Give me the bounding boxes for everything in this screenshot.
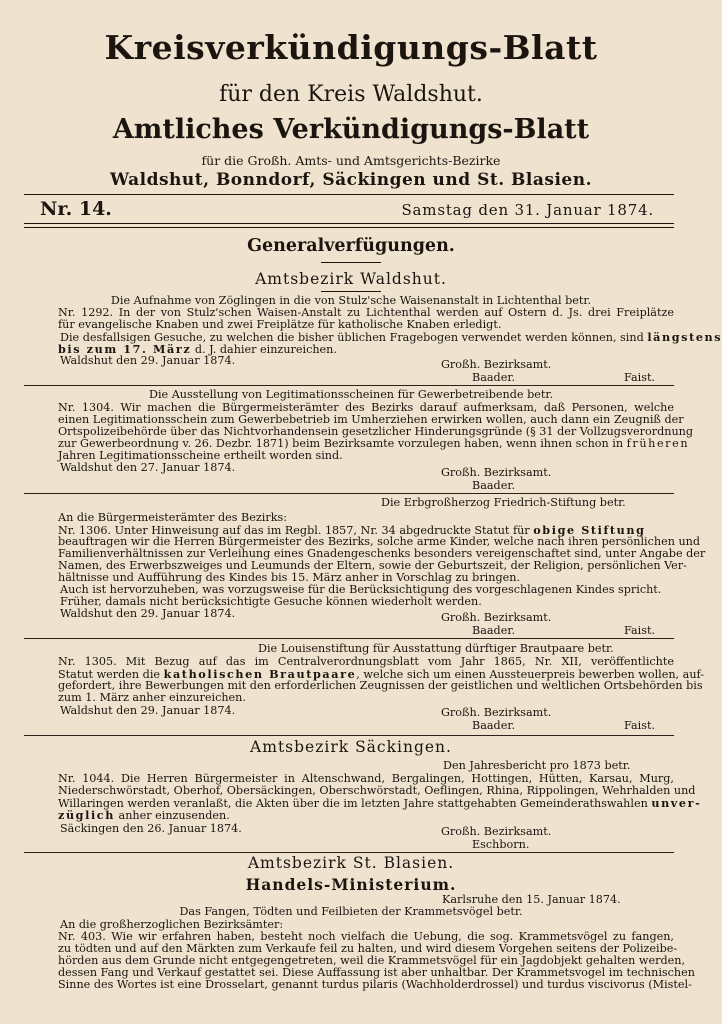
notice-1292-signature-2: Faist. xyxy=(624,371,656,384)
ministry-heading: Handels-Ministerium. xyxy=(245,875,457,894)
notice-1306-subject: Die Erbgroßherzog Friedrich-Stiftung betr. xyxy=(381,496,626,509)
notice-403-line-5: Sinne des Wortes ist eine Drosselart, genannt turdus pilaris (Wachholderdrossel) und turdus viscivorus (Mistel- xyxy=(58,978,692,991)
notice-1306-line-2: beauftragen wir die Herren Bürgermeister des Bezirks, solche arme Kinder, welche nach ihren persönlichen und xyxy=(58,535,701,548)
notice-1305-subject: Die Louisenstiftung für Ausstattung dürftiger Brautpaare betr. xyxy=(258,642,614,655)
notice-1044-line-3: Willaringen werden veranlaßt, die Akten über die im letzten Jahre stattgehabten Gemeinderathswahlen unver- xyxy=(58,796,702,810)
district-heading-saeckingen: Amtsbezirk Säckingen. xyxy=(250,738,452,756)
notice-1292-line-4: bis zum 17. März d. J. dahier einzureichen. xyxy=(58,342,337,356)
notice-1292-place: Waldshut den 29. Januar 1874. xyxy=(60,354,236,367)
notice-1304-line-5: Jahren Legitimationsscheine ertheilt worden sind. xyxy=(58,449,343,462)
notice-1305-line-1: Nr. 1305. Mit Bezug auf das im Centralverordnungsblatt vom Jahr 1865, Nr. XII, veröffentlichte xyxy=(58,655,674,668)
notice-403-line-3: hörden aus dem Grunde nicht entgegengetreten, weil die Krammetsvögel für ein Jagdobjekt gehalten werden, xyxy=(58,954,686,967)
masthead-title: Kreisverkündigungs-Blatt xyxy=(104,28,598,67)
notice-1306-address: An die Bürgermeisterämter des Bezirks: xyxy=(58,511,288,524)
masthead-rule-bottom xyxy=(24,223,674,224)
notice-1305-line-4: zum 1. März anher einzureichen. xyxy=(58,691,246,704)
notice-1306-signature-2: Faist. xyxy=(624,624,656,637)
notice-1306-signature-1: Baader. xyxy=(472,624,516,637)
notice-1292-line-3: Die desfallsigen Gesuche, zu welchen die bisher üblichen Fragebogen verwendet werden können, sind längstens xyxy=(60,330,722,344)
notice-403-line-2: zu tödten und auf den Märkten zum Verkaufe feil zu halten, und wird diesem Vorgehen seitens der Polizeibe- xyxy=(58,942,678,955)
notice-1306-line-3: Familienverhältnissen zur Verleihung eines Gnadengeschenks besonders vereigenschaftet sind, unter Angabe der xyxy=(58,547,706,560)
notice-1304-line-4: zur Gewerbeordnung v. 26. Dezbr. 1871) beim Bezirksamte vorzulegen haben, wenn ihnen schon in früheren xyxy=(58,437,690,450)
separator xyxy=(24,638,674,639)
notice-1306-office: Großh. Bezirksamt. xyxy=(441,611,552,624)
notice-1304-place: Waldshut den 27. Januar 1874. xyxy=(60,461,236,474)
notice-403-line-1: Nr. 403. Wie wir erfahren haben, besteht noch vielfach die Uebung, die sog. Krammetsvögel zu fangen, xyxy=(58,930,674,943)
notice-1044-line-1: Nr. 1044. Die Herren Bürgermeister in Altenschwand, Bergalingen, Hottingen, Hütten, Karsau, Murg, xyxy=(58,772,674,785)
notice-1305-signature-2: Faist. xyxy=(624,719,656,732)
notice-1044-subject: Den Jahresbericht pro 1873 betr. xyxy=(443,759,631,772)
notice-1044-signature-1: Eschborn. xyxy=(472,838,530,851)
district-heading-waldshut: Amtsbezirk Waldshut. xyxy=(255,270,447,288)
separator xyxy=(24,385,674,386)
notice-403-line-4: dessen Fang und Verkauf gestattet sei. Diese Auffassung ist aber unhaltbar. Der Krammetsvogel im technischen xyxy=(58,966,695,979)
notice-1292-line-2: für evangelische Knaben und zwei Freiplätze für katholische Knaben erledigt. xyxy=(58,318,502,331)
notice-1304-line-3: Ortspolizeibehörde über das Nichtvorhandensein gesetzlicher Hinderungsgründe (§ 31 der Vollzugsverordnung xyxy=(58,425,694,438)
notice-1306-line-5: hältnisse und Aufführung des Kindes bis 15. März anher in Vorschlag zu bringen. xyxy=(58,571,520,584)
district-rule-waldshut xyxy=(321,291,381,292)
district-heading-blasien: Amtsbezirk St. Blasien. xyxy=(247,854,455,872)
notice-1304-line-2: einen Legitimationsschein zum Gewerbebetrieb im Umherziehen erwirken wollen, auch dann ein Zeugniß der xyxy=(58,413,684,426)
section-title: Generalverfügungen. xyxy=(247,236,455,256)
notice-1292-subject: Die Aufnahme von Zöglingen in die von Stulz'sche Waisenanstalt in Lichtenthal betr. xyxy=(110,294,592,307)
notice-1306-line-7: Früher, damals nicht berücksichtigte Gesuche können wiederholt werden. xyxy=(60,595,482,608)
notice-1306-line-6: Auch ist hervorzuheben, was vorzugsweise für die Berücksichtigung des vorgeschlagenen Kindes spricht. xyxy=(60,583,662,596)
notice-1304-signature-1: Baader. xyxy=(472,479,516,492)
separator xyxy=(24,493,674,494)
notice-1305-place: Waldshut den 29. Januar 1874. xyxy=(60,704,236,717)
notice-403-subject: Das Fangen, Tödten und Feilbieten der Krammetsvögel betr. xyxy=(179,905,523,918)
notice-1304-subject: Die Ausstellung von Legitimationsscheinen für Gewerbetreibende betr. xyxy=(148,388,554,401)
notice-1292-signature-1: Baader. xyxy=(472,371,516,384)
notice-1304-line-1: Nr. 1304. Wir machen die Bürgermeisterämter des Bezirks darauf aufmerksam, daß Personen, welche xyxy=(58,401,674,414)
notice-1306-line-4: Namen, des Erwerbszweiges und Leumunds der Eltern, sowie der Geburtszeit, der Religion, persönlichen Ver- xyxy=(58,559,687,572)
separator xyxy=(24,852,674,853)
notice-1292-office: Großh. Bezirksamt. xyxy=(441,358,552,371)
notice-1305-line-2: Statut werden die katholischen Brautpaare, welche sich um einen Aussteuerpreis bewerben wollen, auf- xyxy=(58,667,705,681)
masthead-subtitle: für den Kreis Waldshut. xyxy=(219,82,483,107)
notice-1044-office: Großh. Bezirksamt. xyxy=(441,825,552,838)
masthead-districts: Waldshut, Bonndorf, Säckingen und St. Blasien. xyxy=(109,170,593,190)
notice-1044-place: Säckingen den 26. Januar 1874. xyxy=(60,822,242,835)
section-title-rule xyxy=(321,262,381,263)
notice-1306-place: Waldshut den 29. Januar 1874. xyxy=(60,607,236,620)
notice-1306-line-1: Nr. 1306. Unter Hinweisung auf das im Regbl. 1857, Nr. 34 abgedruckte Statut für obige Stiftung xyxy=(58,523,646,537)
masthead-rule-bottom-2 xyxy=(24,227,674,228)
notice-1044-line-2: Niederschwörstadt, Oberhof, Obersäckingen, Oberschwörstadt, Oeflingen, Rhina, Rippolingen, Wehrhalden und xyxy=(58,784,696,797)
masthead-districts-intro: für die Großh. Amts- und Amtsgerichts-Bezirke xyxy=(201,153,501,168)
masthead-rule-top xyxy=(24,194,674,195)
notice-1305-line-3: gefordert, ihre Bewerbungen mit den erforderlichen Zeugnissen der geistlichen und weltlichen Ortsbehörden bis xyxy=(58,679,703,692)
notice-403-place: Karlsruhe den 15. Januar 1874. xyxy=(442,893,621,906)
notice-1292-line-1: Nr. 1292. In der von Stulz'schen Waisen-Anstalt zu Lichtenthal werden auf Ostern d. Js. drei Freiplätze xyxy=(58,306,674,319)
separator xyxy=(24,735,674,736)
notice-1305-signature-1: Baader. xyxy=(472,719,516,732)
masthead-title-2: Amtliches Verkündigungs-Blatt xyxy=(112,114,590,145)
issue-number: Nr. 14. xyxy=(40,198,112,220)
notice-1305-office: Großh. Bezirksamt. xyxy=(441,706,552,719)
notice-1044-line-4: züglich anher einzusenden. xyxy=(58,808,230,822)
notice-1304-office: Großh. Bezirksamt. xyxy=(441,466,552,479)
issue-date: Samstag den 31. Januar 1874. xyxy=(401,201,654,219)
notice-403-address: An die großherzoglichen Bezirksämter: xyxy=(60,918,284,931)
